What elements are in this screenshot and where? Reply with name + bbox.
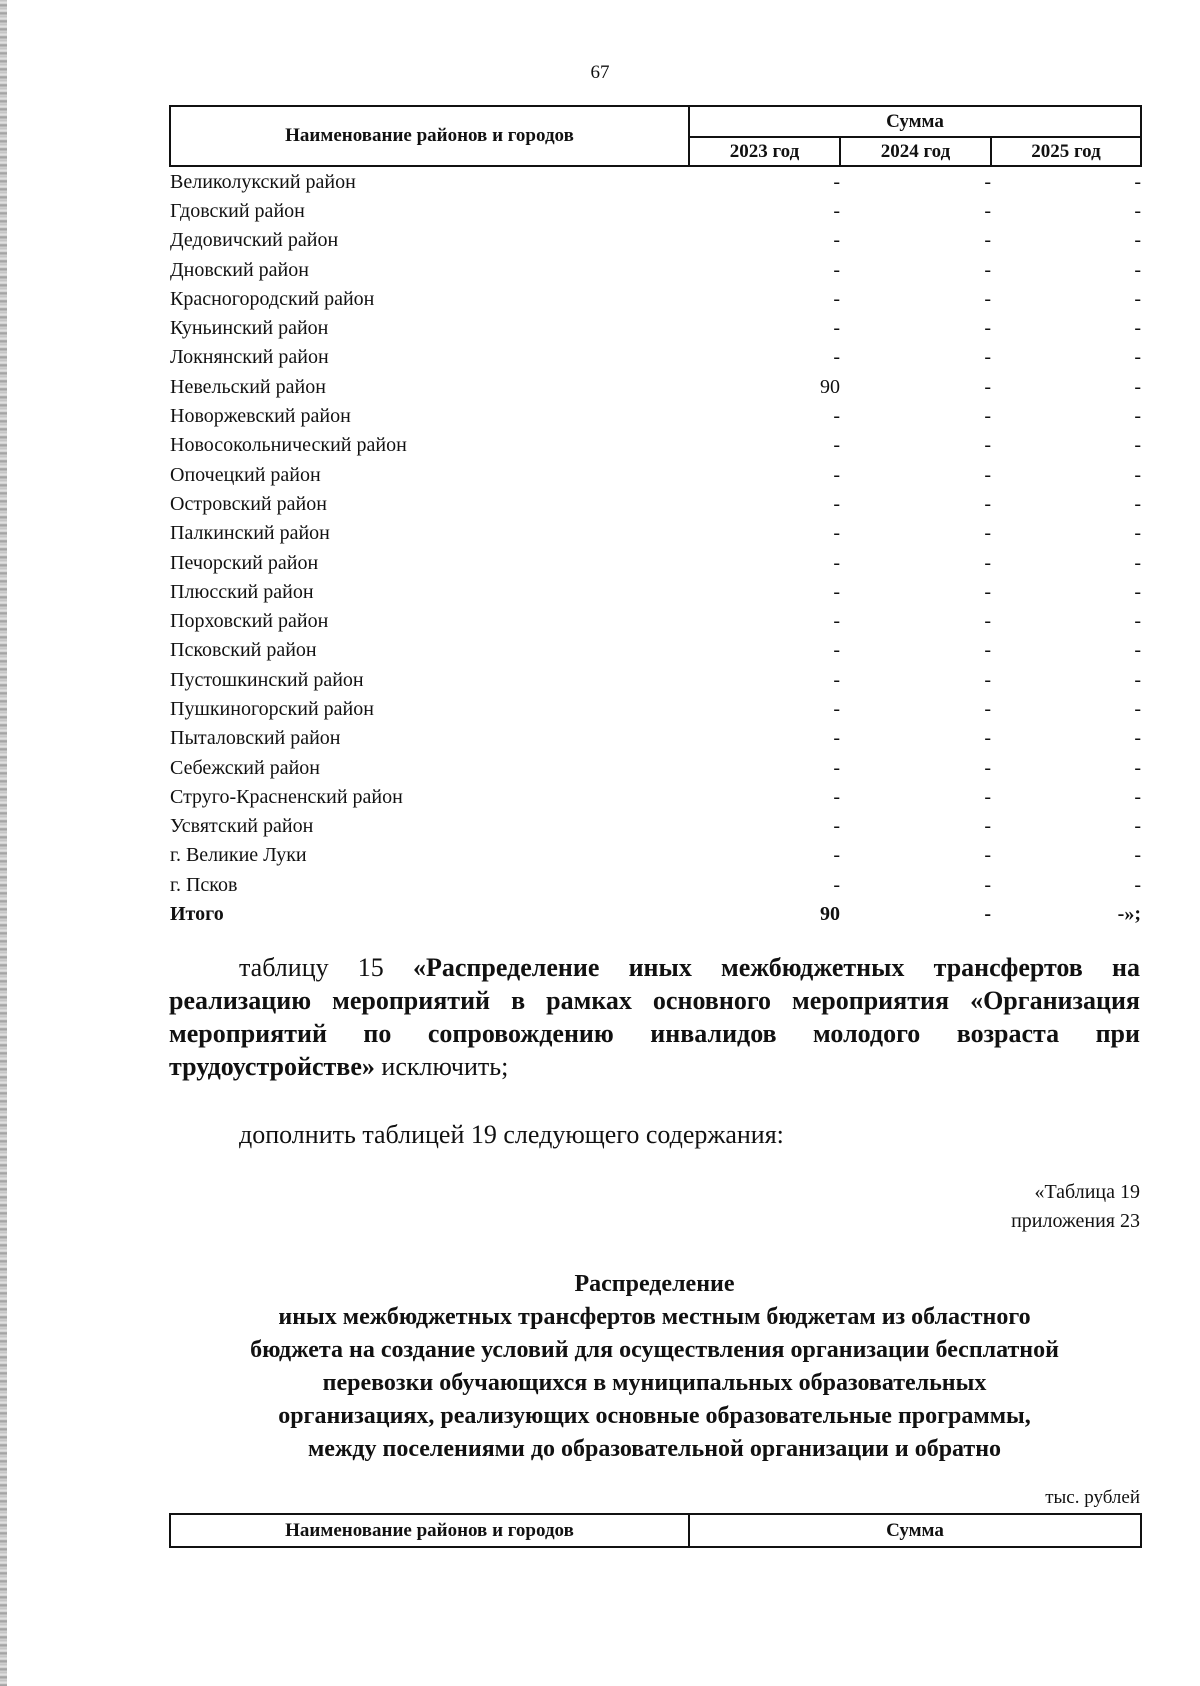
- district-name: Невельский район: [170, 375, 326, 398]
- value-cell: -: [833, 551, 840, 574]
- district-name: Палкинский район: [170, 522, 330, 545]
- districts-table: [169, 105, 1142, 929]
- value-cell: -: [833, 405, 840, 428]
- table-row: [170, 841, 1141, 870]
- value-cell: -: [833, 697, 840, 720]
- table-row: [170, 519, 1141, 548]
- value-cell: -: [1134, 873, 1141, 896]
- value-cell: -: [1134, 697, 1141, 720]
- total-label: Итого: [170, 903, 224, 926]
- title-line: иных межбюджетных трансфертов местным бюджетам из областного: [278, 1304, 1031, 1330]
- value-cell: -: [984, 580, 991, 603]
- value-cell: -: [984, 815, 991, 838]
- value-cell: -: [833, 346, 840, 369]
- district-name: Опочецкий район: [170, 463, 321, 486]
- header-year-2025: 2025 год: [991, 137, 1141, 166]
- district-name: Великолукский район: [170, 170, 356, 193]
- district-name: г. Псков: [170, 873, 238, 896]
- paragraph-add-table19: дополнить таблицей 19 следующего содержания:: [239, 1120, 784, 1149]
- value-cell: -: [984, 727, 991, 750]
- table-row: [170, 665, 1141, 694]
- value-cell: -: [1134, 668, 1141, 691]
- table-row: [170, 694, 1141, 723]
- table-row: [170, 577, 1141, 606]
- header-sum: Сумма: [689, 1514, 1141, 1547]
- value-cell: -: [833, 434, 840, 457]
- value-cell: -: [984, 551, 991, 574]
- value-cell: -: [1134, 756, 1141, 779]
- value-cell: -: [984, 668, 991, 691]
- value-cell: -: [1134, 522, 1141, 545]
- district-name: Новосокольнический район: [170, 434, 407, 457]
- value-cell: -: [1134, 580, 1141, 603]
- value-cell: -: [833, 727, 840, 750]
- value-cell: -: [1134, 405, 1141, 428]
- value-cell: -: [984, 287, 991, 310]
- table-row: [170, 782, 1141, 811]
- district-name: Дедовичский район: [170, 229, 339, 252]
- district-name: Гдовский район: [170, 199, 305, 222]
- table-row: [170, 313, 1141, 342]
- value-cell: -: [1134, 346, 1141, 369]
- scan-edge: [0, 0, 7, 1686]
- header-year-2024: 2024 год: [840, 137, 991, 166]
- title-line: организациях, реализующих основные образовательные программы,: [278, 1403, 1031, 1429]
- value-cell: -: [984, 697, 991, 720]
- table-row: [170, 372, 1141, 401]
- value-cell: -: [833, 785, 840, 808]
- table-row: [170, 606, 1141, 635]
- table-row: [170, 636, 1141, 665]
- value-cell: -: [1134, 610, 1141, 633]
- value-cell: -: [1134, 639, 1141, 662]
- total-row: [170, 899, 1141, 928]
- para1-lead: таблицу 15: [239, 953, 413, 982]
- value-cell: -: [833, 170, 840, 193]
- paragraph-table15: [169, 951, 1140, 1083]
- title-line: Распределение: [574, 1271, 735, 1297]
- value-cell: -: [984, 610, 991, 633]
- value-cell: -: [984, 756, 991, 779]
- value-cell: -: [1134, 434, 1141, 457]
- district-name: Себежский район: [170, 756, 320, 779]
- table-row: [170, 255, 1141, 284]
- value-cell: -: [833, 815, 840, 838]
- value-cell: -: [1134, 317, 1141, 340]
- value-cell: -: [984, 844, 991, 867]
- table19-title: [169, 1268, 1140, 1466]
- table-row: [170, 812, 1141, 841]
- value-cell: -: [1134, 170, 1141, 193]
- district-name: Плюсский район: [170, 580, 314, 603]
- value-cell: -: [833, 639, 840, 662]
- value-cell: -: [833, 199, 840, 222]
- district-name: Псковский район: [170, 639, 317, 662]
- value-cell: -: [833, 229, 840, 252]
- value-cell: -: [1134, 199, 1141, 222]
- value-cell: 90: [820, 375, 840, 398]
- district-name: г. Великие Луки: [170, 844, 307, 867]
- district-name: Струго-Красненский район: [170, 785, 403, 808]
- district-name: Пустошкинский район: [170, 668, 364, 691]
- value-cell: -: [1134, 287, 1141, 310]
- district-name: Печорский район: [170, 551, 319, 574]
- district-name: Дновский район: [170, 258, 309, 281]
- district-name: Новоржевский район: [170, 405, 351, 428]
- value-cell: -: [1134, 785, 1141, 808]
- value-cell: -: [984, 492, 991, 515]
- table-row: [170, 166, 1141, 196]
- value-cell: -: [1134, 375, 1141, 398]
- value-cell: -: [984, 785, 991, 808]
- value-cell: -: [833, 610, 840, 633]
- title-line: бюджета на создание условий для осуществления организации бесплатной: [250, 1337, 1059, 1363]
- value-cell: -: [833, 492, 840, 515]
- table19-label-line2: приложения 23: [1011, 1210, 1140, 1232]
- value-cell: -: [984, 639, 991, 662]
- value-cell: -: [1134, 258, 1141, 281]
- value-cell: -: [1134, 229, 1141, 252]
- table-row: [170, 460, 1141, 489]
- district-name: Красногородский район: [170, 287, 375, 310]
- district-name: Пушкиногорский район: [170, 697, 374, 720]
- value-cell: -: [833, 668, 840, 691]
- table-row: [170, 226, 1141, 255]
- table-row: [170, 401, 1141, 430]
- value-cell: -: [984, 317, 991, 340]
- table-row: [170, 753, 1141, 782]
- value-cell: -: [984, 229, 991, 252]
- district-name: Пыталовский район: [170, 727, 341, 750]
- value-cell: -: [1134, 727, 1141, 750]
- table-row: [170, 196, 1141, 225]
- district-name: Локнянский район: [170, 346, 329, 369]
- district-name: Порховский район: [170, 610, 329, 633]
- value-cell: -: [984, 346, 991, 369]
- unit-label: тыс. рублей: [1045, 1487, 1140, 1508]
- table-row: [170, 724, 1141, 753]
- district-name: Островский район: [170, 492, 327, 515]
- header-sum: Сумма: [689, 106, 1141, 137]
- table-row: [170, 431, 1141, 460]
- table19-label-line1: «Таблица 19: [1034, 1181, 1140, 1203]
- value-cell: -: [984, 434, 991, 457]
- page-number: 67: [590, 62, 610, 83]
- value-cell: -: [833, 580, 840, 603]
- value-cell: -: [984, 199, 991, 222]
- value-cell: -: [1134, 844, 1141, 867]
- value-cell: -: [1134, 492, 1141, 515]
- value-cell: -: [984, 873, 991, 896]
- value-cell: -: [984, 170, 991, 193]
- total-value: -: [984, 903, 991, 926]
- table-row: [170, 489, 1141, 518]
- value-cell: -: [833, 756, 840, 779]
- value-cell: -: [984, 522, 991, 545]
- value-cell: -: [1134, 463, 1141, 486]
- table-body: [170, 166, 1141, 929]
- value-cell: -: [984, 405, 991, 428]
- table-row: [170, 870, 1141, 899]
- value-cell: -: [1134, 815, 1141, 838]
- district-name: Куньинский район: [170, 317, 329, 340]
- table-row: [170, 548, 1141, 577]
- table-row: [170, 284, 1141, 313]
- value-cell: -: [833, 873, 840, 896]
- title-line: между поселениями до образовательной организации и обратно: [307, 1436, 1002, 1462]
- value-cell: -: [833, 463, 840, 486]
- table19-header: [169, 1513, 1142, 1548]
- table-row: [170, 343, 1141, 372]
- district-name: Усвятский район: [170, 815, 314, 838]
- value-cell: -: [984, 258, 991, 281]
- value-cell: -: [833, 522, 840, 545]
- total-value: -»;: [1117, 903, 1141, 926]
- value-cell: -: [833, 844, 840, 867]
- total-value: 90: [820, 903, 840, 926]
- value-cell: -: [984, 463, 991, 486]
- value-cell: -: [833, 317, 840, 340]
- value-cell: -: [833, 258, 840, 281]
- table19-label: [740, 1178, 1140, 1236]
- title-line: перевозки обучающихся в муниципальных образовательных: [322, 1370, 987, 1396]
- header-year-2023: 2023 год: [689, 137, 840, 166]
- para1-bold: «Распределение иных межбюджетных трансфертов на реализацию мероприятий в рамках основного мероприятия «Организация мероприятий по сопровождению инвалидов молодого возраста при трудоустройстве»: [169, 953, 1140, 1081]
- para1-tail: исключить;: [374, 1052, 509, 1081]
- value-cell: -: [833, 287, 840, 310]
- header-name: Наименование районов и городов: [170, 106, 689, 166]
- header-name: Наименование районов и городов: [170, 1514, 689, 1547]
- value-cell: -: [984, 375, 991, 398]
- value-cell: -: [1134, 551, 1141, 574]
